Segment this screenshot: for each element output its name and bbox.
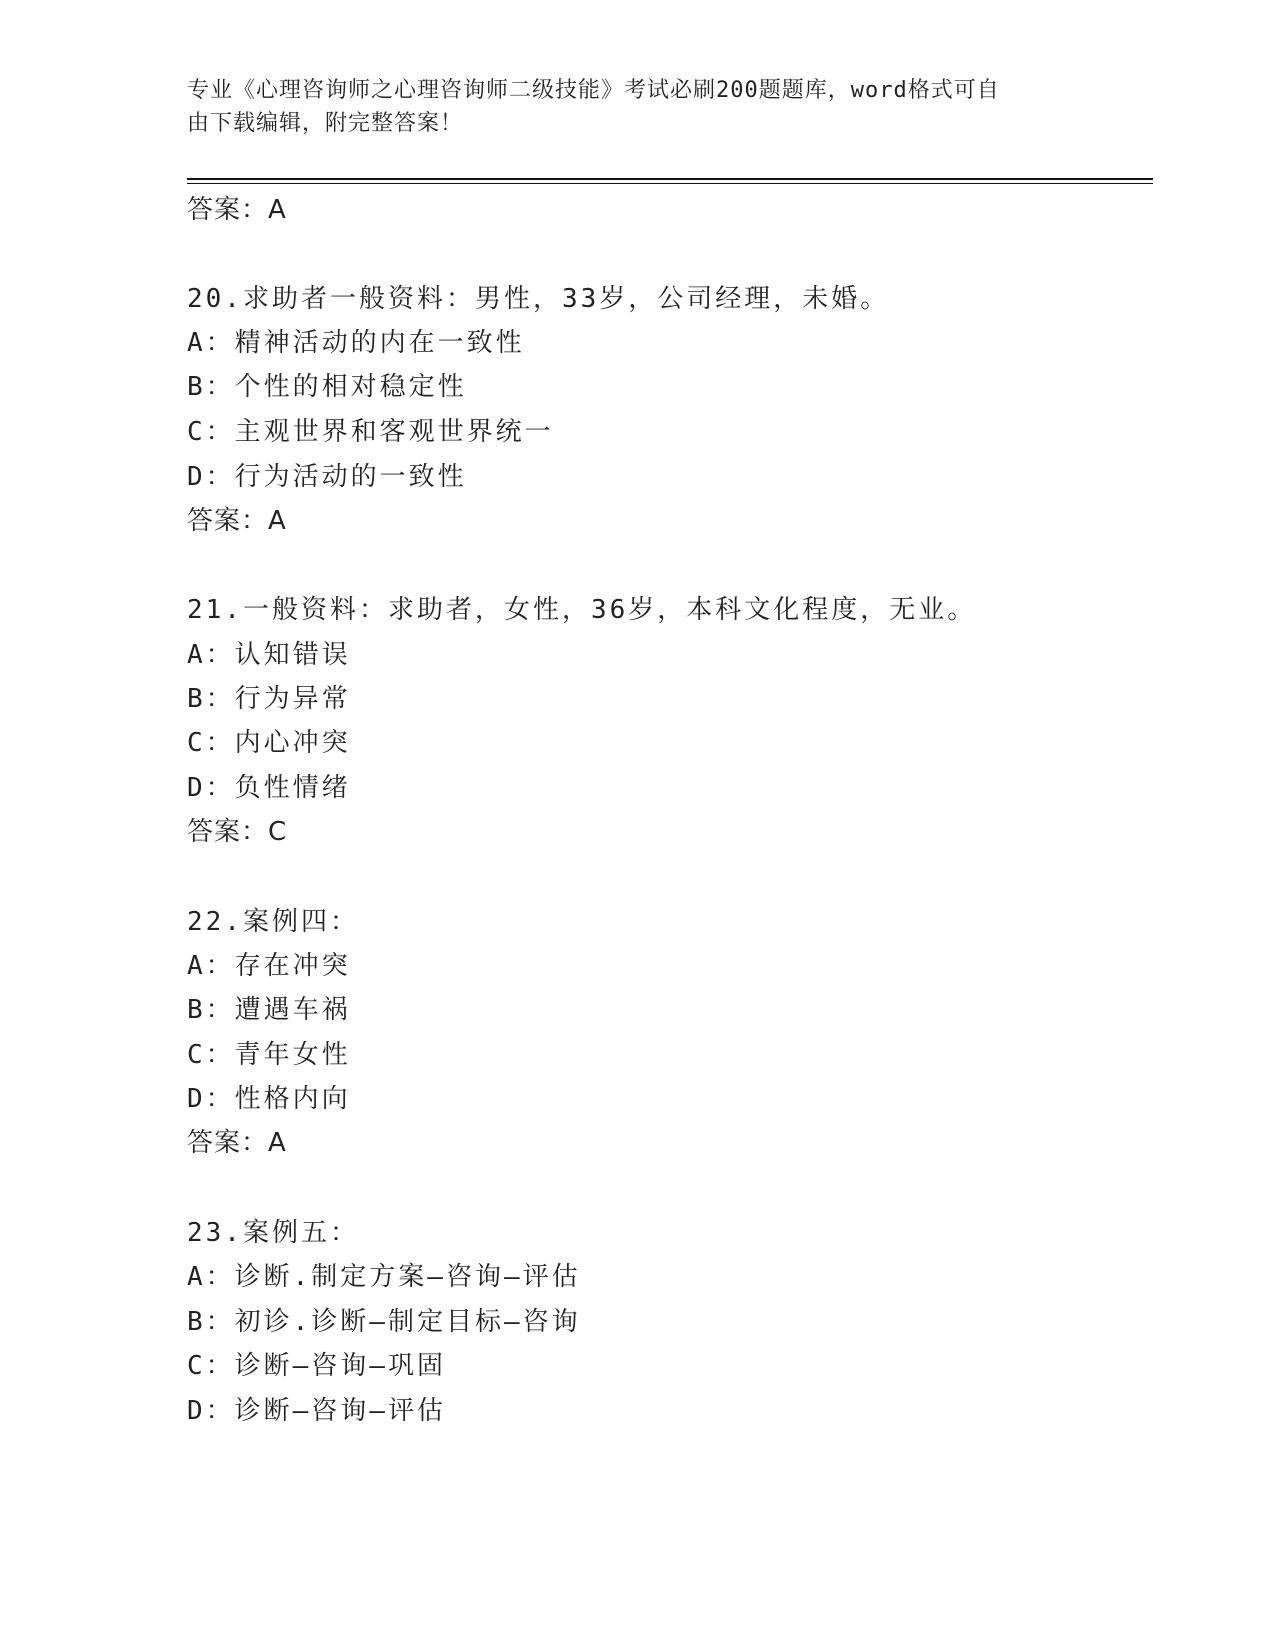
question-22-option-d: D：性格内向 — [187, 1084, 351, 1114]
question-22-option-b: B：遭遇车祸 — [187, 995, 351, 1025]
document-header — [187, 74, 1067, 140]
answer-previous: 答案：A — [187, 195, 287, 225]
question-21-stem: 21.一般资料：求助者，女性，36岁，本科文化程度，无业。 — [187, 595, 977, 625]
question-23-option-a: A：诊断.制定方案—咨询—评估 — [187, 1262, 581, 1292]
question-22-answer: 答案：A — [187, 1128, 287, 1158]
header-divider-thick — [187, 178, 1153, 180]
question-21-option-b: B：行为异常 — [187, 684, 351, 714]
header-line-2: 由下载编辑，附完整答案！ — [187, 111, 464, 136]
question-20-option-c: C：主观世界和客观世界统一 — [187, 417, 554, 447]
question-23-option-c: C：诊断—咨询—巩固 — [187, 1351, 446, 1381]
header-line-1: 专业《心理咨询师之心理咨询师二级技能》考试必刷200题题库，word格式可自 — [187, 78, 1000, 103]
question-22-option-a: A：存在冲突 — [187, 951, 351, 981]
question-23-option-b: B：初诊.诊断—制定目标—咨询 — [187, 1307, 581, 1337]
question-21-option-a: A：认知错误 — [187, 640, 351, 670]
question-20-answer: 答案：A — [187, 506, 287, 536]
question-23-option-d: D：诊断—咨询—评估 — [187, 1396, 446, 1426]
question-21-option-d: D：负性情绪 — [187, 773, 351, 803]
header-divider-thin — [187, 183, 1153, 184]
question-23-stem: 23.案例五： — [187, 1218, 359, 1248]
question-20-stem: 20.求助者一般资料：男性，33岁，公司经理，未婚。 — [187, 284, 890, 314]
question-22-stem: 22.案例四： — [187, 907, 359, 937]
question-20-option-b: B：个性的相对稳定性 — [187, 372, 467, 402]
question-22-option-c: C：青年女性 — [187, 1040, 351, 1070]
question-20-option-d: D：行为活动的一致性 — [187, 462, 467, 492]
question-21-option-c: C：内心冲突 — [187, 728, 351, 758]
question-21-answer: 答案：C — [187, 817, 288, 847]
question-20-option-a: A：精神活动的内在一致性 — [187, 328, 525, 358]
